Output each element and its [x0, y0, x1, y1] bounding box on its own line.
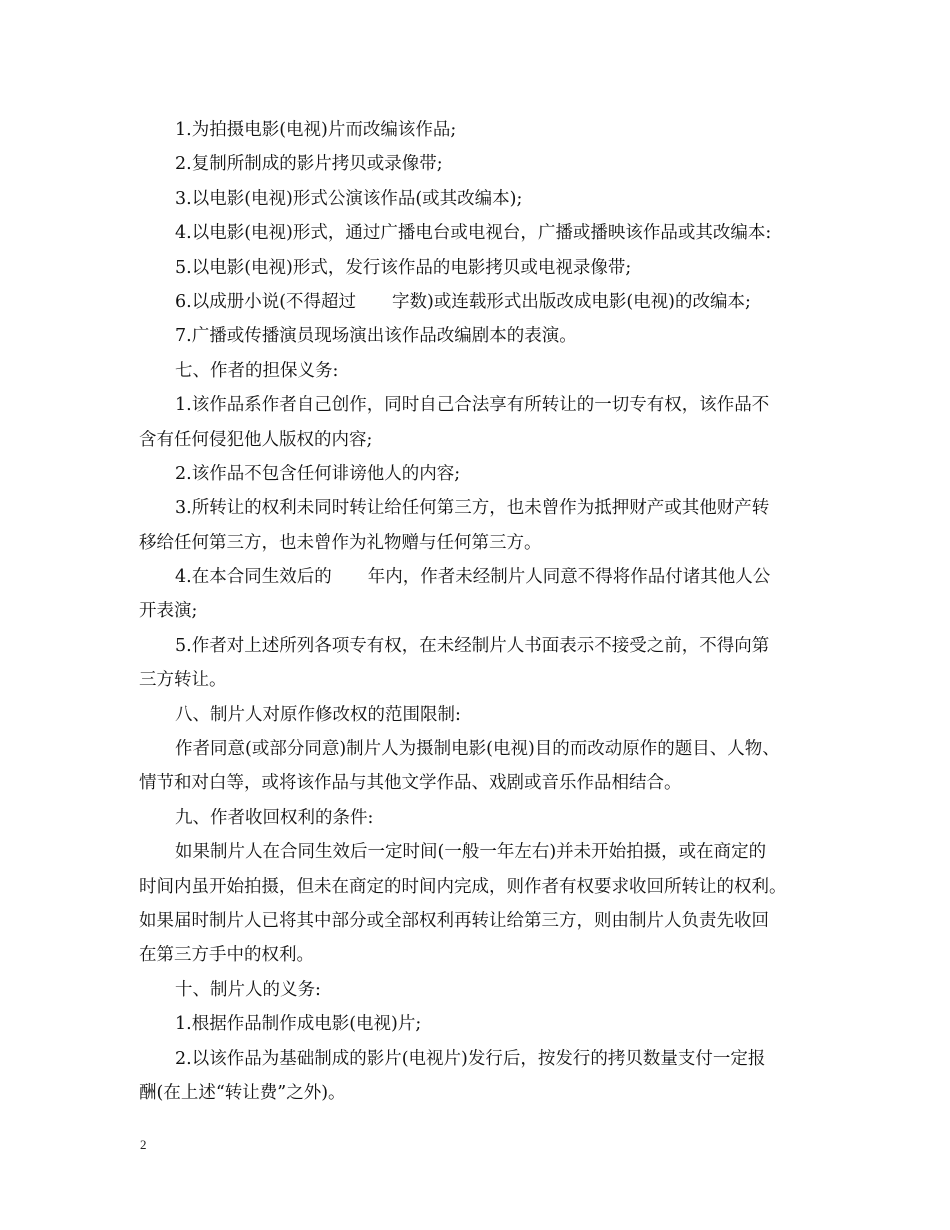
text-line: 作者同意(或部分同意)制片人为摄制电影(电视)目的而改动原作的题目、人物、	[175, 739, 780, 760]
section-heading: 七、作者的担保义务:	[175, 360, 339, 381]
text-line: 如果制片人在合同生效后一定时间(一般一年左右)并未开始拍摄，或在商定的	[175, 842, 767, 863]
section-heading: 八、制片人对原作修改权的范围限制:	[175, 704, 461, 725]
text-line-with-blank	[139, 560, 819, 594]
text-line-continuation: 开表演;	[139, 601, 198, 622]
text-line-continuation: 情节和对白等，或将该作品与其他文学作品、戏剧或音乐作品相结合。	[139, 773, 682, 794]
section-heading: 十、制片人的义务:	[175, 979, 321, 1000]
text-line: 1.为拍摄电影(电视)片而改编该作品;	[175, 120, 457, 140]
text-segment: 字数)或连载形式出版改成电影(电视)的改编本;	[392, 291, 751, 312]
document-body	[139, 113, 819, 1110]
section-heading: 九、作者收回权利的条件:	[175, 807, 374, 828]
text-line-continuation: 三方转让。	[139, 670, 227, 691]
text-line: 3.以电影(电视)形式公演该作品(或其改编本);	[175, 188, 523, 209]
text-segment: 4.在本合同生效后的	[175, 567, 332, 588]
text-line-continuation: 移给任何第三方，也未曾作为礼物赠与任何第三方。	[139, 532, 542, 553]
text-line: 4.以电影(电视)形式，通过广播电台或电视台，广播或播映该作品或其改编本:	[175, 223, 772, 244]
text-line: 2.该作品不包含任何诽谤他人的内容;	[175, 463, 461, 484]
text-line: 3.所转让的权利未同时转让给任何第三方，也未曾作为抵押财产或其他财产转	[175, 498, 770, 519]
text-line-continuation: 如果届时制片人已将其中部分或全部权利再转让给第三方，则由制片人负责先收回	[139, 910, 769, 931]
text-line: 1.该作品系作者自己创作，同时自己合法享有所转让的一切专有权，该作品不	[175, 395, 770, 416]
text-line: 7.广播或传播演员现场演出该作品改编剧本的表演。	[175, 326, 577, 347]
text-segment: 6.以成册小说(不得超过	[175, 291, 357, 312]
page-number: 2	[140, 1137, 147, 1152]
text-line-with-blank	[139, 285, 819, 319]
text-line-continuation: 含有任何侵犯他人版权的内容;	[139, 429, 373, 450]
text-line: 2.复制所制成的影片拷贝或录像带;	[175, 154, 443, 175]
text-segment: 年内，作者未经制片人同意不得将作品付诸其他人公	[367, 567, 771, 588]
text-line: 2.以该作品为基础制成的影片(电视片)发行后，按发行的拷贝数量支付一定报	[175, 1048, 766, 1069]
text-line: 1.根据作品制作成电影(电视)片;	[175, 1014, 422, 1035]
text-line-continuation: 在第三方手中的权利。	[139, 945, 314, 966]
text-line-continuation: 时间内虽开始拍摄，但未在商定的时间内完成，则作者有权要求收回所转让的权利。	[139, 876, 787, 897]
text-line-continuation: 酬(在上述“转让费”之外)。	[139, 1082, 346, 1103]
text-line: 5.作者对上述所列各项专有权，在未经制片人书面表示不接受之前，不得向第	[175, 635, 770, 656]
text-line: 5.以电影(电视)形式，发行该作品的电影拷贝或电视录像带;	[175, 257, 632, 278]
